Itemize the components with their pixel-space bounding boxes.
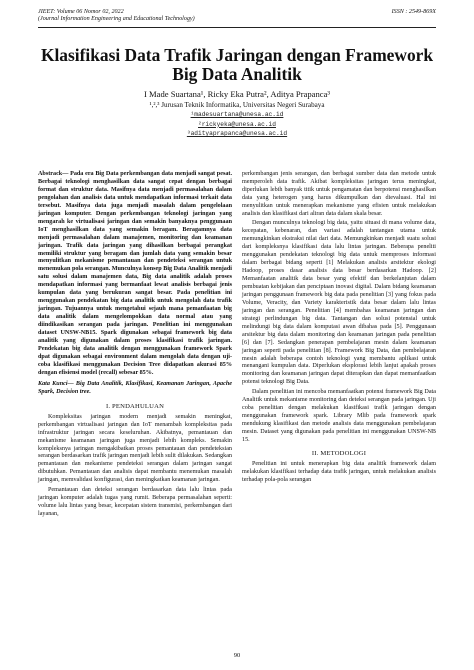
right-column [242, 171, 436, 486]
author-email-link[interactable]: ²rickyeka@unesa.ac.id [198, 120, 276, 128]
journal-name: (Journal Information Engineering and Educational Technology) [38, 16, 195, 23]
body-paragraph: Kompleksitas jaringan modern menjadi semakin meningkat, perkembangan virtualisasi jaringan dan IoT menambah kompleksitas pada infrastruktur jaringan secara keseluruhan. Akibatnya, pemantauan dan mekanisme keamanan jaringan juga menjadi lebih kompleks. Semakin kompleksnya jaringan mengakibatkan proses pemantauan dan pendeteksian serangan berdasarkan trafik jaringan menjadi lebih sulit dilakukan. Sedangkan pemantauan dan mekanisme pendeteksi serangan dalam jaringan sangat dibutuhkan. Pemantauan dan analisis dapat membantu menemukan masalah jaringan, memvalidasi konfigurasi, dan meningkatkan keamanan jaringan. [38, 413, 232, 484]
author-emails [38, 110, 436, 139]
page-number: 90 [233, 652, 241, 659]
paper-title: Klasifikasi Data Trafik Jaringan dengan Framework Big Data Analitik [40, 45, 434, 84]
keywords: Kata Kunci— Big Data Analitik, Klasifikasi, Keamanan Jaringan, Apache Spark, Decision tree. [38, 380, 232, 395]
author-email-link[interactable]: ³adityaprapanca@unesa.ac.id [186, 130, 288, 137]
section-heading-introduction: I. PENDAHULUAN [105, 402, 165, 410]
abstract: Abstrack— Pada era Big Data perkembangan data menjadi sangat pesat. Berbagai teknologi menghasilkan data sangat cepat dengan berbagai format dan struktur data. Masifnya data menjadi permasalahan dalam pengolahan dan analisis data untuk mendapatkan informasi terkait data tersebut. Masifnya data juga menjadi masalah dalam pengelolaan jaringan komputer. Dengan perkembangan teknologi jaringan yang mengarah ke virtualisasi jaringan dan semakin banyaknya penggunaan IoT menghasilkan data yang semakin beragam. Beragamnya data menjadi permasalahan dalam manajemen, monitoring dan keamanan jaringan. Trafik data jaringan yang dihasilkan berbagai perangkat memiliki struktur yang beragam dan jumlah data yang semakin besar menyulitkan mekanisme pemantauan dan pendeteksi serangan untuk menemukan pola serangan. Munculnya konsep Big Data Analitik menjadi satu solusi dalam manajemen data, Big data analitik adalah proses mendapatkan informasi yang bermanfaat lewat analisis berbagai jenis kumpulan data yang berukuran sangat besar. Pada penelitian ini menggunakan pendekatan big data analitik untuk mengolah data trafik jaringan. Tujuannya untuk mengetahui sejauh mana pemanfaatan big data analitik dalam mengelompokkan data normal atau yang diindikasikan serangan pada jaringan. Penelitian ini menggunakan dataset UNSW-NB15. Spark digunakan sebagai framework big data analitik yang digunakan dalam proses klasifikasi trafik jaringan. Pendekatan big data analitik dengan menggunakan framework Spark dpat digunakan sebagai environment dalam mengolah data dengan uji-coba klasifikasi menggunakan Decision Tree didapatkan akurasi 85% dengan efisiensi model (recall) sebesar 85%. [38, 171, 232, 376]
running-head [38, 9, 436, 24]
journal-issn: ISSN : 2549-869X [391, 9, 436, 15]
body-paragraph: Dalam penelitian ini mencoba memanfaatkan potensi framework Big Data Analitik untuk mekanisme monitoring dan deteksi serangan pada jaringan. Uji coba penelitian dengan melakukan klasifikasi trafik jaringan dengan menggunakan framework spark. Library Mlib pada framework spark mendukung klasifikasi dan metode analisis data menggunakan pembelajaran mesin. Dataset yang digunakan pada penelitian ini menggunakan UNSW-NB 15. [242, 388, 436, 443]
body-paragraph: Pemantauan dan deteksi serangan berdasarkan data lalu lintas pada jaringan komputer adalah tugas yang rumit. Beberapa permasalahan seperti: volume lalu lintas yang besar, kecepatan sistem transmisi, perkembangan dari layanan, [38, 486, 232, 517]
header-divider [38, 27, 436, 28]
body-paragraph: Dengan munculnya teknologi big data, yaitu situasi di mana volume data, kecepatan, kebenaran, dan variasi adalah tantangan utama untuk memungkinkan ekstraksi nilai dari data. Memungkinkan menjadi suatu solusi dari kompleksnya klasifikasi data lalu lintas jaringan. Beberapa peneliti menggunakan pendekatan teknologi big data untuk memproses informasi dalam berbagai bidang seperti [1] Melakukan analisis arsitektur ekologi Hadoop, proses dasar analisis data besar berdasarkan Hadoop. [2] Memanfaatan analitik data besar yang efektif dan berkelanjutan dalam pembuatan kebijakan dan penciptaan inovasi digital. Dalam bidang keamanan jaringan penggunaan framework big data pada penelitian [3] yang fokus pada Volume, Veracity, dan Variety karakteristik data besar dalam lalu lintas jaringan dan serangan. Penelitian [4] membahas keamanan jaringan dan strategi perlindungan big data. Tantangan dan solusi potensial untuk melindungi big data dalam komputasi awan dibahas pada [5]. Penggunaan arsitektur big data dalam monitoring dan keamanan jaringan pada penelitian [6] dan [7]. Sedangkan penerapan pembelajaran mesin dalam keamanan jaringan seperti pada penelitian [8]. Framework Big Data, dan pembelajaran mesin adalah beberapa contoh teknologi yang membantu aplikasi untuk menangani kumpulan data. Diperlukan eksplorasi lebih lanjut apakah proses monitoring dan keamanan jaringan dapat diterapkan dan dapat memanfaatkan potensi teknologi Big Data. [242, 220, 436, 386]
paper-affiliation: ¹,²,³ Jurusan Teknik Informatika, Universitas Negeri Surabaya [149, 101, 325, 109]
section-heading-methodology: II. METODOLOGI [311, 449, 367, 457]
author-email-link[interactable]: ¹madesuartana@unesa.ac.id [190, 111, 284, 118]
journal-volume: JIEET: Volume 06 Nomor 02, 2022 [38, 9, 124, 15]
body-paragraph: Penelitian ini untuk menerapkan big data analitik framework dalam melakukan klasifikasi terhadap data trafik jaringan, untuk melakukan analisis terhadap pola-pola serangan [242, 460, 436, 483]
paper-authors: I Made Suartana¹, Ricky Eka Putra², Aditya Prapanca³ [144, 89, 330, 99]
left-column [38, 171, 232, 520]
body-paragraph: perkembangan jenis serangan, dan berbagai sumber data dan metode untuk memperoleh data trafik. Akibat kompleksitas jaringan terus meningkat, diperlukan lebih banyak titik untuk pengamatan dan berpotensi menghasilkan data yang heterogen yang harus dikumpulkan dan dievaluasi. Hal ini menyulitkan untuk menerapkan mekanisme yang efisien untuk melakukan analisis dan klasifikasi dari aliran data dalam skala besar. [242, 171, 436, 217]
